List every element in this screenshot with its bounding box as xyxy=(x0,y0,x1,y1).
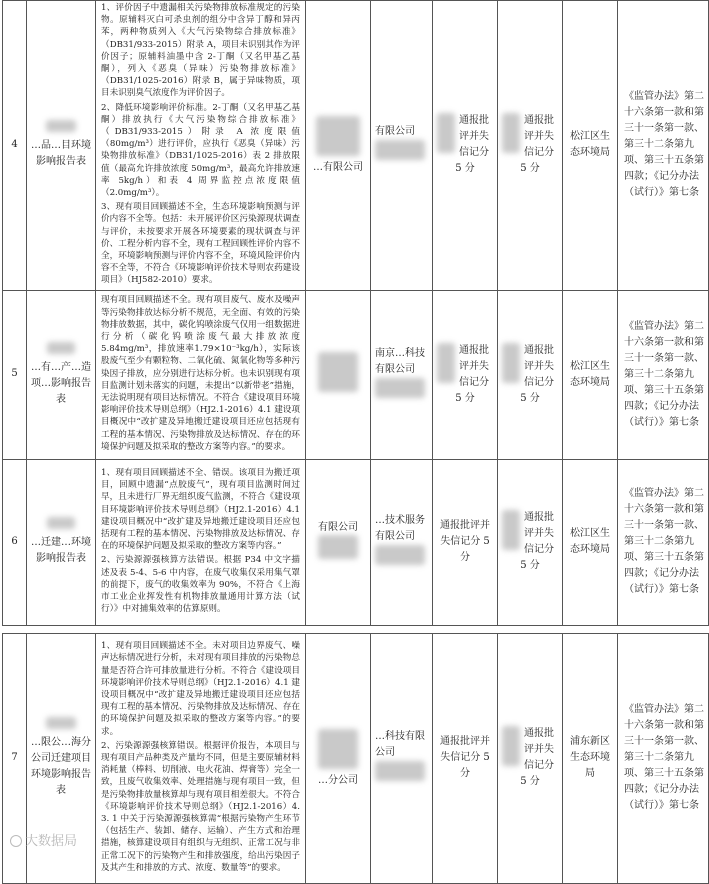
redacted-block xyxy=(437,343,455,383)
construction-unit xyxy=(306,290,371,459)
penalty-measure: 通报批评并失信记分 5 分 xyxy=(433,1,498,291)
eia-agency: …技术服务有限公司 xyxy=(371,459,433,625)
row-number: 5 xyxy=(3,290,27,459)
redacted-block xyxy=(47,517,75,529)
problem-description: 1、现有项目回顾描述不全、错误。该项目为搬迁项目，回顾中遗漏“点胶废气”，现有项目监测时间过早，且未进行厂界无组织废气监测，不符合《建设项目环境影响评价技术导则总纲》（HJ2.1-2016）4.1 建设项目概况中“改扩建及异地搬迁建设项目还应包括现有工程的基本情况、污染物排放及达标情况、存在的环境保护问题及拟采取的整改方案等内容。” 2、污染源源强核算方法错误。根据 P34 中文字描述及表 5-4、5-6 中内容，在废气收集仅采用集气罩的前提下，废气的收集效率为 90%，不符合《上海市工业企业挥发性有机物排放量通用计算方法（试行）》中对捕集效率的估算原则。 xyxy=(96,459,306,625)
legal-basis: 《监管办法》第二十六条第一款和第三十一条第一款、第三十二条第九项、第三十五条第四款；《记分办法（试行）》第七条 xyxy=(618,633,709,883)
penalty-measure: 通报批评并失信记分 5 分 xyxy=(433,633,498,883)
project-name: …品…目环境影响报告表 xyxy=(27,1,96,291)
row-number: 4 xyxy=(3,1,27,291)
redacted-block xyxy=(375,140,425,160)
row-number: 6 xyxy=(3,459,27,625)
handling-department: 松江区生态环境局 xyxy=(563,1,618,291)
redacted-block xyxy=(375,545,425,565)
redacted-block xyxy=(316,116,360,156)
redacted-block xyxy=(502,726,520,766)
watermark: 大数据局 xyxy=(10,830,77,849)
penalty-measure-2: 通报批评并失信记分 5 分 xyxy=(498,1,563,291)
redacted-block xyxy=(47,342,75,354)
handling-department: 浦东新区生态环境局 xyxy=(563,633,618,883)
redacted-block xyxy=(375,378,425,398)
penalty-measure-2: 通报批评并失信记分 5 分 xyxy=(498,459,563,625)
redacted-block xyxy=(502,113,520,153)
eia-agency: 南京…科技有限公司 xyxy=(371,290,433,459)
problem-description: 1、评价因子中遗漏相关污染物排放标准规定的污染物。原辅料灭白可杀虫剂的组分中含异丁醇和异丙苯，两种物质列入《大气污染物综合排放标准》（DB31/933-2015）附录 A，项目未识别其作为评价因子；原辅料油墨中含 2-丁酮（又名甲基乙基酮），列入《恶臭（异味）污染物排放标准》（DB31/1025-2016）附录 B，属于异味物质，项目未识别臭气浓度作为评价因子。 2、降低环境影响评价标准。2-丁酮（又名甲基乙基酮）排放执行《大气污染物综合排放标准》（DB31/933-2015）附录 A 浓度限值（80mg/m³）进行评价，应执行《恶臭（异味）污染物排放标准》（DB31/1025-2016）表 2 排放限值（最高允许排放浓度 50mg/m³，最高允许排放速率 5kg/h）和表 4 周界监控点浓度限值（2.0mg/m³）。 3、现有项目回顾描述不全，生态环境影响预测与评价内容不全等。包括：未开展评价区污染源现状调查与评价，未按要求开展各环境要素的现状调查与评价、工程分析内容不全，现有工程回顾性评价内容不全，环境影响预测与评价内容不全，环境风险评价内容不全等，不符合《环境影响评价技术导则农药建设项目》（HJ582-2010）要求。 xyxy=(96,1,306,291)
table-row xyxy=(3,290,709,459)
violations-table xyxy=(2,0,709,884)
problem-description: 1、现有项目回顾描述不全。未对项目边界废气、噪声达标情况进行分析，未对现有项目排放的污染物总量是否符合许可排放量进行分析。不符合《建设项目环境影响评价技术导则总纲》（HJ2.1-2016）4.1 建设项目概况中“改扩建及异地搬迁建设项目还应包括现有工程的基本情况、污染物排放及达标情况、存在的环境保护问题及拟采取的整改方案等内容。”的要求。 2、污染源源强核算错误。根据评价报告，本项目与现有项目产品种类及产量均不同，但是主要原辅材料消耗量（棒料、切削液、电火花油、焊膏等）完全一致，且废气收集效率、处理措施与现有项目一致，但是污染物排放量核算却与现有项目相差很大。不符合《环境影响评价技术导则总纲》（HJ2.1-2016）4. 3. 1 中关于污染源源强核算需“根据污染物产生环节（包括生产、装卸、储存、运输）、产生方式和治理措施，核算建设项目有组织与无组织、正常工况与非正常工况下的污染物产生和排放强度，给出污染因子及其产生和排放的方式、浓度、数量等”的要求。 xyxy=(96,633,306,883)
legal-basis: 《监管办法》第二十六条第一款和第三十一条第一款、第三十二条第九项、第三十五条第四款；《记分办法（试行）》第七条 xyxy=(618,1,709,291)
eia-agency: …科技有限公司 xyxy=(371,633,433,883)
redacted-block xyxy=(437,113,455,153)
construction-unit: …有限公司 xyxy=(306,1,371,291)
redacted-block xyxy=(318,535,358,559)
watermark-logo-icon xyxy=(10,835,22,847)
table-row xyxy=(3,1,709,291)
construction-unit: 有限公司 xyxy=(306,459,371,625)
legal-basis: 《监管办法》第二十六条第一款和第三十一条第一款、第三十二条第九项、第三十五条第四款；《记分办法（试行）》第七条 xyxy=(618,459,709,625)
eia-agency: 有限公司 xyxy=(371,1,433,291)
legal-basis: 《监管办法》第二十六条第一款和第三十一条第一款、第三十二条第九项、第三十五条第四款；《记分办法（试行）》第七条 xyxy=(618,290,709,459)
document-page xyxy=(2,0,704,873)
redacted-block xyxy=(502,510,520,550)
project-name: …迁建…环境影响报告表 xyxy=(27,459,96,625)
table-row xyxy=(3,459,709,625)
penalty-measure: 通报批评并失信记分 5 分 xyxy=(433,290,498,459)
handling-department: 松江区生态环境局 xyxy=(563,290,618,459)
page-gap xyxy=(3,625,709,633)
project-name: …限公…海分公司迁建项目环境影响报告表 xyxy=(27,633,96,883)
problem-description: 现有项目回顾描述不全。现有项目废气、废水及噪声等污染物排放达标分析不规范，无全面、有效的污染物排放数据，其中，碳化钨喷涂废气仅用一组数据进行分析（碳化钨喷涂废气最大排放浓度5.84mg/m³，排放速率1.79×10⁻³kg/h），实际该股废气至少有颗粒物、二氧化硫、氮氧化物等多种污染因子排放，应分别进行达标分析。也未识别现有项目监测计划未落实的问题，未提出“以新带老”措施，无法说明现有项目达标情况。不符合《建设项目环境影响评价技术导则总纲》（HJ2.1-2016）4.1 建设项目概况中“改扩建及异地搬迁建设项目还应包括现有工程的基本情况、污染物排放及达标情况、存在的环境保护问题及拟采取的整改方案等内容。”的要求。 xyxy=(96,290,306,459)
redacted-block xyxy=(318,729,358,769)
redacted-block xyxy=(46,120,76,132)
construction-unit: …分公司 xyxy=(306,633,371,883)
handling-department: 松江区生态环境局 xyxy=(563,459,618,625)
redacted-block xyxy=(375,761,425,781)
redacted-block xyxy=(46,717,76,729)
penalty-measure-2: 通报批评并失信记分 5 分 xyxy=(498,633,563,883)
redacted-block xyxy=(318,352,358,392)
redacted-block xyxy=(502,343,520,383)
penalty-measure-2: 通报批评并失信记分 5 分 xyxy=(498,290,563,459)
row-number: 7 xyxy=(3,633,27,883)
project-name: …有…产…造项…影响报告表 xyxy=(27,290,96,459)
table-row xyxy=(3,633,709,883)
penalty-measure: 通报批评并失信记分 5 分 xyxy=(433,459,498,625)
